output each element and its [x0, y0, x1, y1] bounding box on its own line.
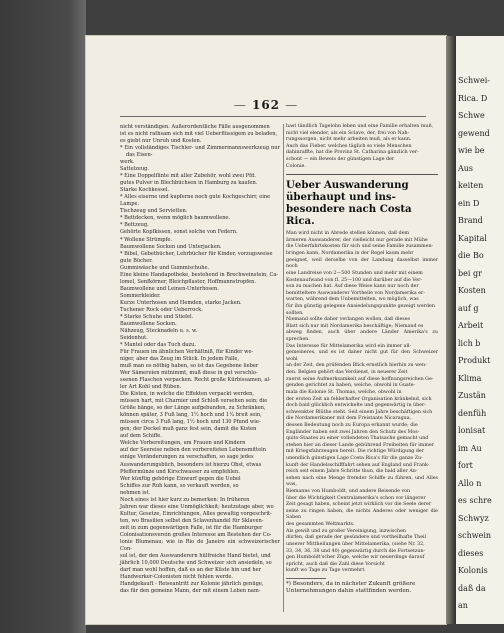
text-line: ten, wo Brasilien selbst den Sclavenhandel für Sklaven- — [120, 517, 264, 524]
footnote: *) Besonders, da in nächster Zukunft größere Unternehmungen dahin stattfinden werden. — [286, 580, 416, 595]
text-line: kunft wo Tage zu Tage vermehrt. — [286, 568, 366, 574]
text-line: * Ein vollständiges Tischler- und Zimmermannswerkzeug nur das Eisen- — [120, 145, 280, 159]
text-line: bringen kann, Nordamerika in der Regel kaum mehr — [286, 251, 414, 257]
next-page-word: daß da — [458, 583, 486, 593]
text-line: dessen Bedeutung noch zu Europa erkannt wurde; die — [286, 422, 418, 428]
next-page-word: Allo n — [458, 478, 482, 488]
next-page-word: es schre — [458, 496, 492, 505]
text-line: es giebt nur Unruh und Kosten. — [120, 138, 202, 145]
text-line: Handwerker-Colonisten nicht fehlen werde. — [120, 574, 234, 580]
text-line: Kultur, Gesetze, Einrichtungen, Alles gewaltig vorgeschrit- — [120, 510, 272, 517]
text-line: Handgekauft - Reiseantritt zur Kolonie jährlich genüge, — [120, 581, 264, 588]
text-line: über die Wichtigkeit Centralamerika's schon vor längerer — [286, 495, 426, 501]
text-line: auf dem Schiffe. — [120, 433, 162, 440]
next-page-word: die Bo — [458, 251, 484, 260]
text-line: eine Landreise von 2—500 Stunden und mehr mit einem — [286, 270, 423, 276]
text-line: Zeit gesagt haben, scheint jetzt wirklich vor die Seele derer — [286, 502, 432, 508]
footnote-rule — [286, 578, 326, 579]
text-line: gen Humboldt'scher Züge, welche wir neuerdings darauf — [286, 555, 425, 561]
text-line: Als gewiß und zu großer Vereinigung, inzwischen — [286, 528, 406, 534]
text-line: 33, 34, 36, 38 und 40) gegenwärtig durch die Fortsetzun- — [286, 548, 426, 554]
text-line: reich seit einem Jahre Schritte thun, die bald aller An- — [286, 469, 418, 475]
text-line: an der Zeit, den prüfenden Blick ernstlich hierhin zu wen- — [286, 363, 427, 369]
next-page-word: Klima — [458, 373, 482, 383]
text-line: son zu machen hat. Auf diese Weise kann nur noch der — [286, 284, 419, 290]
next-page-word: wie be — [458, 146, 485, 155]
text-line: Jahren war dieses eine Unmöglichkeit; heutzutage aber, wo — [120, 503, 274, 510]
article-heading: Ueber Auswanderung überhaupt und ins- besondere nach Costa Rica. — [286, 179, 412, 228]
text-line: Colonie. — [286, 163, 306, 169]
text-line: Gummiwäsche und Gummischuhe. — [120, 264, 210, 271]
text-line: zuerst seine Aufmerksamkeit auf diese hoffnungsreichen Ge- — [286, 376, 434, 382]
text-line: Niemand sollte daher verlangen wollen, daß dieses — [286, 317, 410, 323]
text-line: müssen circa 3 Fuß lang, 1½ hoch und 130 Pfund wie- — [120, 419, 261, 426]
text-line: Kurze Unterhosen und Hemden, starke Jacken. — [120, 299, 242, 306]
next-page-word: ein D — [458, 198, 480, 208]
text-line: gemeineres, und es ist daher nicht gut für den Schweizer wohl — [286, 350, 438, 362]
text-line: mala die Kolonie St. Thomas, welche, obwohl in — [286, 389, 402, 395]
text-line: werk. — [120, 159, 135, 166]
text-line: einige Veränderungen zu verschaffen, so sage jedes — [120, 454, 254, 461]
text-line: der ersten Zeit an fehlerhafter Organisation kränkelnd, sich — [286, 396, 432, 402]
text-line: seine zu ringen haben, die nichts Anderes oder weniger die Saben — [286, 508, 438, 521]
text-line: den. Belgien gehört das Verdienst, in neuerer Zeit — [286, 370, 408, 376]
text-line: Colonisationsverein großes Interesse am Bestehen der Co- — [120, 531, 272, 538]
text-line: nehmen ist. — [120, 489, 151, 496]
text-line: schwenkter Blüthe steht. Seit einem Jahre beschäftigen sich — [286, 409, 433, 415]
next-page-word: bei gr — [458, 268, 482, 278]
text-line: dürfen, daß gerade der gesündere und vortheilhafte Theil — [286, 535, 427, 541]
text-line: * Wollene Strümpfe. — [120, 236, 173, 243]
text-line: ärmeren Auswanderer, der vielleicht nur gerade mit Mühe — [286, 237, 428, 243]
text-line: jährlich 10,000 Deutsche und Schweizer sich ansiedeln, so — [120, 559, 272, 566]
text-line: Sattelzeug. — [120, 166, 150, 173]
next-page-word: im Au — [458, 443, 482, 453]
text-line: Pfeffermünze und Kirschwasser zu empfehlen. — [120, 468, 240, 475]
article-body — [286, 231, 438, 575]
page-number-value: 162 — [251, 98, 281, 112]
text-line: für ihn günstig gelegene Ansiedelungspunkte gezeigt werden — [286, 303, 435, 309]
next-page-word: Kolonis — [458, 566, 488, 575]
next-page-edge — [456, 36, 504, 624]
text-line: * Mantel oder das Tuch dazu. — [120, 341, 197, 348]
text-line: stehen hier an dieser Lande gebührend Freiheiten für immer — [286, 442, 434, 448]
text-line: abweg finden, auch über andere Länder Amerika's zu sprechen. — [286, 330, 438, 343]
text-line: Noch eines ist hier kurz zu bemerken: In früheren — [120, 496, 250, 503]
text-line: Starke Kochkessel. — [120, 187, 170, 194]
text-line: hast tändlich Tagelohn leben und eine Familie erhalten muß, — [286, 124, 434, 129]
text-line: mit Kriegsfahrzeugen bereit. Die richtige Würdigung der — [286, 449, 424, 455]
header-rule — [120, 116, 426, 117]
text-line: zeit in zum gegenwärtigen Falle, ist für die Hamburger — [120, 524, 263, 531]
text-line: genden gerichtet zu haben, welche, obwohl in Guate- — [286, 383, 416, 389]
text-line: Nähzeug, Stecknadeln u. s. w. — [120, 327, 198, 334]
text-line: ler Art Kohl und Rüben. — [120, 384, 182, 391]
text-line: auf der Seereise neben den vorbereiteten Lebensmitteln — [120, 447, 266, 454]
text-line: kunft der Handelsschifffahrt sehen auf England und Frank- — [286, 462, 430, 468]
page-number: — 162 — — [233, 98, 299, 112]
text-line: Gehörte Kopfkissen, sonst solche von Federn. — [120, 229, 238, 236]
text-line: nicht verständigen. Außerordentliche Fälle ausgenommen — [120, 124, 270, 130]
text-line: quito-Staates zu einer vollendeten Thatsache gemacht und — [286, 436, 429, 442]
text-line: können später, 3 Fuß lang, 1½ hoch und 1¼ breit sein, — [120, 412, 262, 419]
text-line: Auswanderungsbüch, besonders ist hierzu Obst, etwas — [120, 461, 262, 468]
text-line: Baumwollene Socken. — [120, 320, 177, 327]
column-separator — [283, 124, 284, 612]
next-page-word: Kapital — [458, 233, 487, 243]
text-line: Riemanns von Humboldt, und andere Reisende von — [286, 489, 411, 495]
text-line: Seidenhut. — [120, 334, 148, 341]
next-page-word: keiten — [458, 181, 484, 190]
text-line: geeignet, weil derselbe von der Landung dasselbst immer noch — [286, 257, 438, 270]
text-line: Engländer haben seit zwei Jahren den Schutz des Mos- — [286, 429, 420, 435]
next-page-word: auf g — [458, 303, 479, 313]
text-line: Wer künftig gehörige Einwurf gegen die Uebel — [120, 475, 241, 482]
next-page-word: dieses — [458, 548, 484, 558]
text-line: niger, aber das Zeug im Stück. In jedem Falle, — [120, 356, 239, 363]
text-line: * Bettdecken, wenn möglich baumwollene. — [120, 215, 231, 222]
text-line: ssenen Flaschen verpacken. Recht große Kürbissamen, al- — [120, 377, 271, 384]
text-line: Kostenaufwand von fl. 25—100 und darüber auf die Ver- — [286, 277, 422, 283]
left-column — [120, 124, 280, 595]
next-page-word: denfüh — [458, 408, 487, 418]
next-page-word: Aus — [458, 163, 474, 173]
text-line: sehen nach eine Menge fremder Schiffe zu führen, und Alles was, — [286, 475, 438, 488]
text-line: * Bibel, Gebetbücher, Lehrbücher für Kinder, vorzugsweise — [120, 250, 273, 257]
text-line: bemitteltere Auswanderer Vortheile von Nordamerika er- — [286, 290, 425, 296]
next-page-word: Brand — [458, 216, 483, 225]
text-line: Größe hänge, so der Länge aufgebunden, zu Schränken, — [120, 405, 266, 412]
text-line: die Nordamerikaner mit dem Freistaate Nicaragua, — [286, 416, 412, 422]
text-line: darf man wohl hoffen, daß es an der Küste hin und her — [120, 566, 262, 573]
text-line: Baumwollene Socken und Unterjacken. — [120, 243, 222, 250]
text-line: * Bettzeug. — [120, 222, 149, 229]
text-line: Wer Sämereien mitnimmt, muß diese in gut verschlo- — [120, 370, 258, 377]
text-line: * Starke Schuhe und Stiefel. — [120, 313, 194, 320]
next-page-word: Schwe — [458, 111, 485, 120]
text-line: * Eine Doppelflinte mit aller Zubehör, wohl zwei Pfd. — [120, 173, 256, 180]
text-line: Eine kleine Handapotheke, bestehend in Brechweinstein, Ca- — [120, 271, 279, 278]
book-gutter — [446, 36, 456, 624]
text-line: unendlich günstigen Lage Costa Rica's für die ganze Zu- — [286, 455, 423, 461]
text-line: Sommerkleider. — [120, 292, 161, 299]
text-line: doch bald glücklich entwickelte und gegenwärtig in über- — [286, 403, 426, 409]
section-divider — [286, 174, 438, 175]
next-page-word: an — [458, 601, 468, 610]
next-page-word: schwein — [458, 531, 492, 540]
text-line: Blatt sich nur mit Nordamerika beschäftige; Niemand es — [286, 323, 424, 329]
text-line: Auch das Fieber, welches täglich so viele Menschen — [286, 143, 412, 149]
next-page-word: Kosten — [458, 286, 486, 295]
book-binding-left — [0, 0, 86, 633]
text-line: das für den gemeine Mann, der mit einem Leben nam- — [120, 588, 261, 595]
text-line: Die Kisten, in welche die Effekten verpackt werden, — [120, 391, 255, 398]
next-page-word: lonisat — [458, 426, 486, 435]
text-line: müssen hart, mit Charnier und Schloß versehen sein; die — [120, 398, 268, 405]
next-page-word: Produkt — [458, 356, 491, 365]
book-page — [86, 36, 446, 624]
text-line: lomel, Senfkörner, Bleichpflaster, Hoffmannstropfen. — [120, 278, 257, 285]
next-page-word: Schwyz — [458, 513, 489, 523]
text-line: unserer Mittheilungen über Mittelamerika, (siehe Nr. 32, — [286, 541, 425, 547]
text-line: spricht, auch daß die Zahl diese Vorsicht — [286, 561, 385, 567]
next-page-word: Schwei- — [458, 76, 490, 85]
next-page-word: Rica. D — [458, 93, 488, 103]
next-page-word: gewend — [458, 128, 490, 138]
text-line: dahinraffte, hat die Provinz St. Catharina gänzlich ver- — [286, 150, 419, 156]
right-intro — [286, 124, 438, 170]
text-line: warten, während dem Unbemittelten, wo möglich, was — [286, 297, 419, 303]
text-line: Tischzeug und Servietten. — [120, 208, 188, 215]
text-line: lonie Blumenau; wie in Rio de Janeiro ein schweizerischer Con- — [120, 538, 280, 552]
text-line: Schiffes zur Ruh kann, so verkauft werden, so — [120, 482, 239, 489]
text-line: sollten. — [286, 310, 304, 316]
text-line: nicht viel elender, als ein Sclave, der, frei von Nah- — [286, 130, 410, 136]
text-line: gute Bücher. — [120, 257, 153, 264]
text-line: ist es nicht rathsam sich mit viel Ueberflüssigem zu beladen, — [120, 131, 278, 138]
text-line: Man wird nicht in Abrede stellen können, daß dem — [286, 231, 410, 237]
text-line: des gesammten Weltmarkts. — [286, 522, 355, 528]
text-line: sul ist, der den Auswanderern hülfreiche Hand bietet, und — [120, 552, 271, 559]
next-page-word: Arbeit — [458, 321, 484, 330]
right-column — [286, 124, 438, 596]
text-line: Das Interesse für Mittelamerika wird ein immer all- — [286, 343, 412, 349]
text-line: Für Frauen im ähnlichen Verhältniß, für Kinder we- — [120, 349, 254, 355]
text-line: Lampe. — [120, 201, 140, 208]
text-line: rungssorgen, nicht mehr arbeiten muß, als er kann. — [286, 137, 412, 143]
text-line: die Ueberfahrtskosten für sich und seine Familie zusammen- — [286, 244, 434, 250]
text-line: muß man es nöthig haben, so ist das Gegebene lieber — [120, 363, 259, 370]
next-page-word: lich b — [458, 338, 481, 348]
text-line: * Alles eiserne und kupferne noch gute Kochgeschirr, eine — [120, 194, 271, 201]
text-line: gutes Pulver in Blechbüchsen in Hamburg zu kaufen. — [120, 180, 258, 187]
text-line: gen; der Deckel muß ganz fest sein, damit die Kisten — [120, 426, 257, 433]
next-page-word: fort — [458, 461, 473, 470]
text-line: Welche Vorbereitungen, um Frauen und Kindern — [120, 440, 246, 447]
text-line: Baumwollene und Leinen-Unterhosen. — [120, 285, 219, 292]
next-page-word: Zustän — [458, 391, 486, 400]
text-line: Tuchener Rock oder Ueberrock. — [120, 306, 203, 313]
text-line: schont — ein Beweis der günstigen Lage der — [286, 157, 395, 163]
